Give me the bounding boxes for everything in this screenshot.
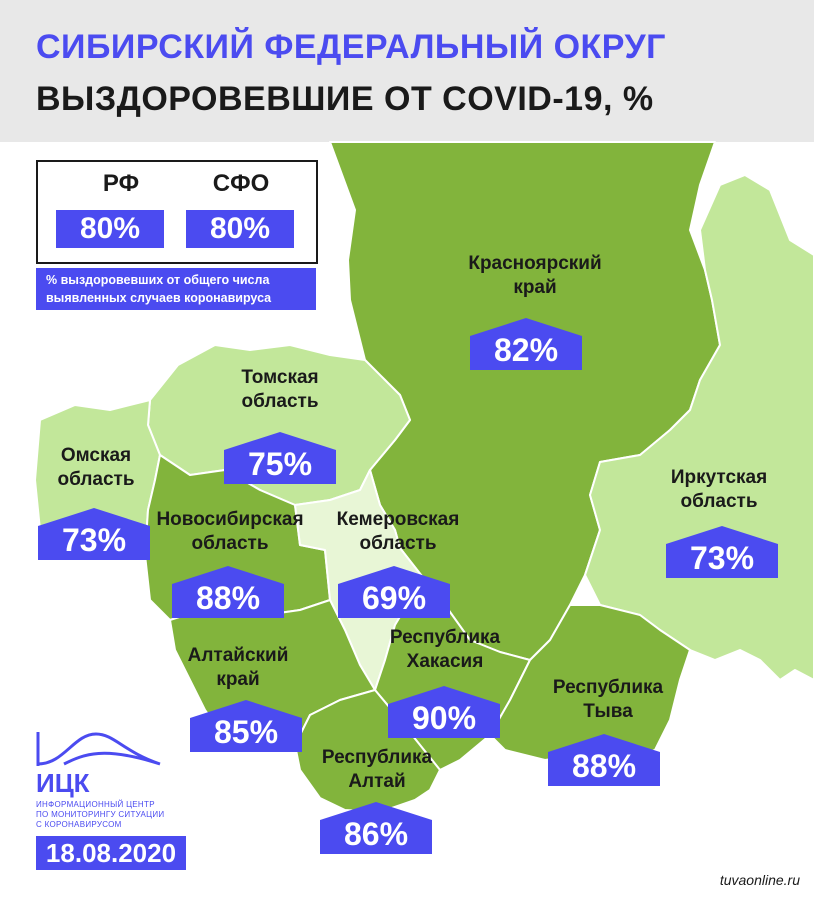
region-badge-kemerovo xyxy=(338,566,450,618)
region-value-kemerovo: 69% xyxy=(361,580,427,616)
legend-note xyxy=(36,268,316,310)
region-label-khakassia: Республика Хакасия xyxy=(389,627,501,672)
summary-box xyxy=(36,160,318,264)
rf-value-badge: 80% xyxy=(56,210,164,248)
region-badge-krasnoyarsk xyxy=(470,318,582,370)
source-credit: tuvaonline.ru xyxy=(719,872,800,888)
region-value-irkutsk: 73% xyxy=(689,540,755,576)
region-label-irkutsk: Иркутская область xyxy=(670,467,768,512)
region-value-altai-republic: 86% xyxy=(343,816,409,852)
sfo-label: СФО xyxy=(212,170,270,197)
region-label-altai-republic: Республика Алтай xyxy=(321,747,433,792)
sfo-value-badge: 80% xyxy=(186,210,294,248)
region-label-altai-krai: Алтайский край xyxy=(187,645,289,690)
region-badge-tomsk xyxy=(224,432,336,484)
rf-label: РФ xyxy=(102,170,140,197)
region-value-khakassia: 90% xyxy=(411,700,477,736)
region-value-omsk: 73% xyxy=(61,522,127,558)
region-label-kemerovo: Кемеровская область xyxy=(336,509,460,554)
region-label-omsk: Омская область xyxy=(57,445,135,490)
region-label-krasnoyarsk: Красноярский край xyxy=(468,253,602,298)
legend-note-text: % выздоровевших от общего числа выявленных случаев коронавируса xyxy=(46,273,272,305)
region-badge-khakassia xyxy=(388,686,500,738)
region-label-tyva: Республика Тыва xyxy=(552,677,664,722)
region-badge-novosibirsk xyxy=(172,566,284,618)
region-badge-tyva xyxy=(548,734,660,786)
page-subtitle: ВЫЗДОРОВЕВШИЕ ОТ COVID-19, % xyxy=(36,80,654,118)
region-value-krasnoyarsk: 82% xyxy=(493,332,559,368)
region-badge-altai-republic xyxy=(320,802,432,854)
page-title: СИБИРСКИЙ ФЕДЕРАЛЬНЫЙ ОКРУГ xyxy=(36,28,666,66)
date-badge: 18.08.2020 xyxy=(36,836,186,870)
region-label-tomsk: Томская область xyxy=(241,367,319,412)
region-badge-omsk xyxy=(38,508,150,560)
region-label-novosibirsk: Новосибирская область xyxy=(156,509,304,554)
logo-name: ИЦК xyxy=(36,768,90,798)
region-value-tomsk: 75% xyxy=(247,446,313,482)
region-badge-altai-krai xyxy=(190,700,302,752)
region-value-altai-krai: 85% xyxy=(213,714,279,750)
region-value-tyva: 88% xyxy=(571,748,637,784)
logo-subtitle: ИНФОРМАЦИОННЫЙ ЦЕНТР ПО МОНИТОРИНГУ СИТУАЦИИ С КОРОНАВИРУСОМ xyxy=(36,800,165,829)
ick-logo-icon xyxy=(34,728,164,768)
region-value-novosibirsk: 88% xyxy=(195,580,261,616)
region-badge-irkutsk xyxy=(666,526,778,578)
